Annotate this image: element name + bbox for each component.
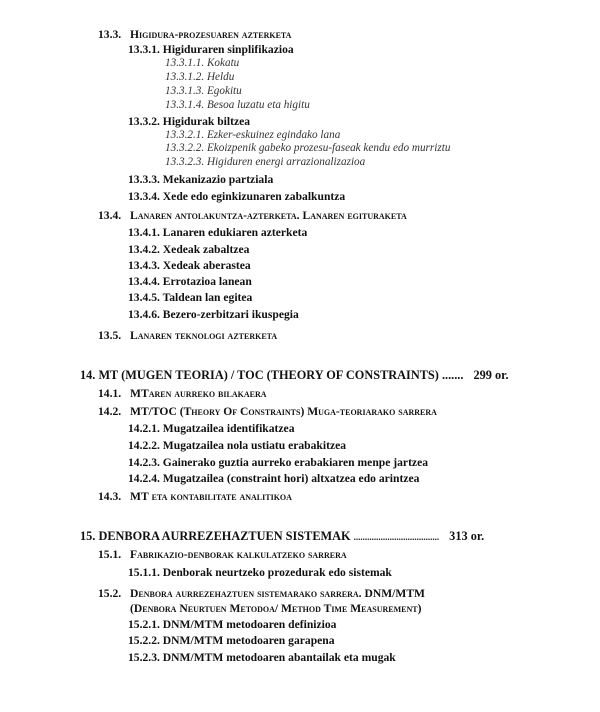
- section-number: 13.3.2.: [128, 115, 160, 128]
- toc-entry-13-3-1-2: [165, 72, 234, 83]
- section-number: 13.3.3.: [128, 173, 160, 186]
- section-title: Ezker-eskuinez egindako lana: [206, 129, 341, 141]
- section-number: 13.4.4.: [128, 275, 160, 288]
- section-title-prefix: MT: [130, 490, 149, 503]
- section-title: aren aurreko bilakaera: [148, 387, 267, 400]
- section-title: MT/TOC (Theory Of Constraints) Muga-teoriarako sarrera: [130, 405, 437, 418]
- section-title: Bezero-zerbitzari ikuspegia: [162, 308, 299, 321]
- section-number: 14.1.: [98, 387, 122, 400]
- section-title: Kokatu: [206, 57, 240, 69]
- toc-entry-13-3-2-3: [165, 157, 365, 168]
- page-number: 313 or.: [449, 529, 485, 543]
- toc-entry-15-1: [98, 549, 347, 561]
- leader-dots: .......: [441, 368, 464, 382]
- toc-entry-13-3-4: [128, 191, 345, 203]
- section-number: 15.2.3.: [128, 651, 160, 664]
- section-title: eta kontabilitate analitikoa: [148, 490, 292, 503]
- section-title: Denbora aurrezehaztuen sistemarako sarrera.: [130, 587, 365, 600]
- section-title: Heldu: [206, 71, 235, 83]
- toc-chapter-15: [80, 530, 484, 542]
- section-number: 14.2.: [98, 405, 122, 418]
- toc-entry-15-2-2: [128, 635, 335, 647]
- section-number: 13.3.1.1.: [165, 57, 205, 69]
- toc-entry-13-3-3: [128, 174, 273, 186]
- section-title: Higiduraren sinplifikazioa: [162, 43, 294, 56]
- section-title: Lanaren antolakuntza-azterketa. Lanaren egituraketa: [130, 209, 407, 222]
- toc-entry-13-3-2-2: [165, 143, 450, 154]
- section-title: Gainerako guztia aurreko erabakiaren menpe jartzea: [162, 456, 429, 469]
- toc-entry-13-3-1-4: [165, 100, 310, 111]
- toc-entry-13-4-5: [128, 292, 252, 304]
- section-title: Xedeak aberastea: [162, 259, 251, 272]
- section-title: Denborak neurtzeko prozedurak edo sistemak: [162, 566, 392, 579]
- section-title: Higiduren energi arrazionalizazioa: [206, 156, 366, 168]
- section-title: Mugatzailea identifikatzea: [162, 422, 295, 435]
- section-number: 14.3.: [98, 490, 122, 503]
- section-number: 13.4.5.: [128, 291, 160, 304]
- section-title-suffix: DNM/MTM: [364, 587, 425, 600]
- toc-entry-13-3-1-3: [165, 86, 242, 97]
- chapter-title: DENBORA AURREZEHAZTUEN SISTEMAK: [98, 529, 351, 543]
- leader-dots: ......................................: [353, 532, 440, 542]
- section-title: Mekanizazio partziala: [162, 173, 274, 186]
- toc-entry-14-2-4: [128, 473, 419, 485]
- section-title: Mugatzailea (constraint hori) altxatzea edo arintzea: [162, 472, 420, 485]
- section-title: DNM/MTM metodoaren definizioa: [162, 618, 337, 631]
- toc-entry-14-2-1: [128, 423, 295, 435]
- section-number: 14.2.2.: [128, 439, 160, 452]
- section-number: 13.4.1.: [128, 226, 160, 239]
- toc-entry-13-4-2: [128, 244, 249, 256]
- toc-entry-14-1: [98, 388, 267, 400]
- section-title: Xede edo eginkizunaren zabalkuntza: [162, 190, 346, 203]
- toc-entry-13-4-4: [128, 276, 252, 288]
- toc-entry-13-3-1-1: [165, 58, 239, 69]
- section-title: DNM/MTM metodoaren abantailak eta mugak: [162, 651, 396, 664]
- section-number: 13.4.3.: [128, 259, 160, 272]
- chapter-number: 14.: [80, 368, 96, 382]
- section-number: 13.3.: [98, 28, 122, 41]
- section-title-continued: (Denbora Neurtuen Metodoa/ Method Time Measurement): [130, 602, 422, 615]
- section-title: Higidurak biltzea: [162, 115, 251, 128]
- page-number: 299 or.: [473, 368, 509, 382]
- section-title: Lanaren teknologi azterketa: [130, 329, 278, 342]
- section-title: Taldean lan egitea: [162, 291, 253, 304]
- section-number: 13.3.1.: [128, 43, 160, 56]
- section-number: 13.4.2.: [128, 243, 160, 256]
- section-title-prefix: MT: [130, 387, 149, 400]
- section-number: 13.3.4.: [128, 190, 160, 203]
- section-number: 14.2.1.: [128, 422, 160, 435]
- section-title: Mugatzailea nola ustiatu erabakitzea: [162, 439, 347, 452]
- section-title: Fabrikazio-denborak kalkulatzeko sarrera: [130, 548, 347, 561]
- toc-chapter-14: [80, 369, 509, 381]
- toc-entry-14-2: [98, 406, 437, 418]
- section-title: Errotazioa lanean: [162, 275, 252, 288]
- toc-entry-13-4: [98, 210, 407, 222]
- section-title: Besoa luzatu eta higitu: [206, 99, 310, 111]
- section-title: DNM/MTM metodoaren garapena: [162, 634, 335, 647]
- section-number: 14.2.3.: [128, 456, 160, 469]
- toc-entry-14-2-3: [128, 457, 428, 469]
- chapter-number: 15.: [80, 529, 96, 543]
- toc-entry-13-3: [98, 29, 291, 41]
- section-number: 15.1.1.: [128, 566, 160, 579]
- toc-entry-15-2: [98, 588, 425, 600]
- section-title: Xedeak zabaltzea: [162, 243, 250, 256]
- toc-entry-13-5: [98, 330, 277, 342]
- section-title: Egokitu: [206, 85, 242, 97]
- section-title: Ekoizpenik gabeko prozesu-faseak kendu edo murriztu: [206, 142, 451, 154]
- toc-entry-15-2-continued: [130, 603, 421, 615]
- section-number: 13.5.: [98, 329, 122, 342]
- toc-entry-13-3-2: [128, 116, 250, 128]
- chapter-title: MT (MUGEN TEORIA) / TOC (THEORY OF CONSTRAINTS): [98, 368, 439, 382]
- section-number: 13.3.1.2.: [165, 71, 205, 83]
- section-title: Lanaren edukiaren azterketa: [162, 226, 308, 239]
- toc-entry-13-4-3: [128, 260, 251, 272]
- section-number: 14.2.4.: [128, 472, 160, 485]
- toc-entry-15-2-1: [128, 619, 336, 631]
- toc-entry-15-2-3: [128, 652, 396, 664]
- section-number: 15.1.: [98, 548, 122, 561]
- section-number: 13.3.1.3.: [165, 85, 205, 97]
- section-number: 15.2.: [98, 587, 122, 600]
- toc-entry-13-4-6: [128, 309, 299, 321]
- section-number: 15.2.1.: [128, 618, 160, 631]
- section-number: 13.4.: [98, 209, 122, 222]
- toc-entry-13-3-1: [128, 44, 294, 56]
- section-number: 13.3.2.2.: [165, 142, 205, 154]
- section-number: 13.3.2.3.: [165, 156, 205, 168]
- toc-entry-14-2-2: [128, 440, 346, 452]
- section-number: 15.2.2.: [128, 634, 160, 647]
- toc-entry-15-1-1: [128, 567, 392, 579]
- toc-entry-13-3-2-1: [165, 130, 340, 141]
- section-number: 13.3.2.1.: [165, 129, 205, 141]
- section-number: 13.3.1.4.: [165, 99, 205, 111]
- toc-entry-14-3: [98, 491, 292, 503]
- toc-entry-13-4-1: [128, 227, 307, 239]
- section-title: Higidura-prozesuaren azterketa: [130, 28, 292, 41]
- section-number: 13.4.6.: [128, 308, 160, 321]
